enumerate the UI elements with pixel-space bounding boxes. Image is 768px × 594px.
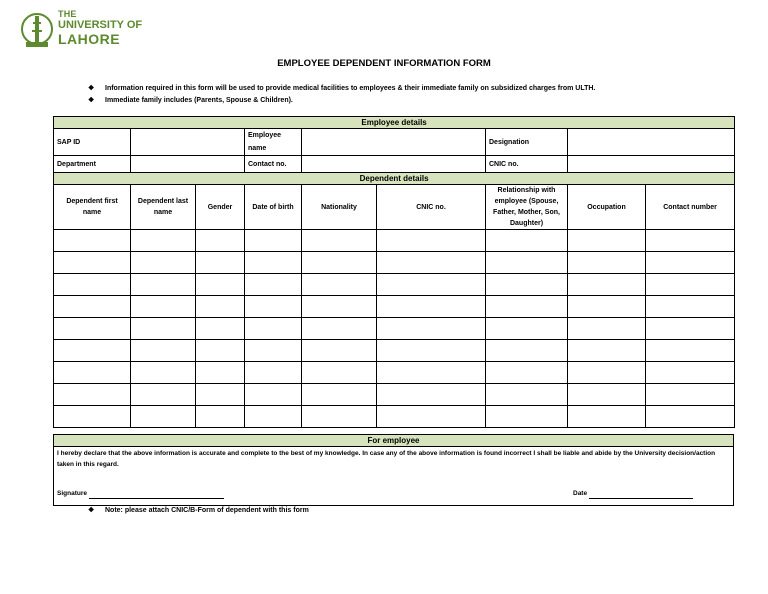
- dependent-row: [54, 274, 735, 296]
- dependent-cell[interactable]: [568, 362, 646, 384]
- dependent-cell[interactable]: [131, 318, 196, 340]
- dependent-cell[interactable]: [54, 318, 131, 340]
- dependent-cell[interactable]: [245, 384, 302, 406]
- dependent-cell[interactable]: [377, 406, 486, 428]
- dependent-cell[interactable]: [486, 384, 568, 406]
- cnic-no-label: CNIC no.: [486, 156, 568, 173]
- dependent-cell[interactable]: [646, 230, 735, 252]
- date-label: Date: [573, 490, 588, 497]
- dependent-cell[interactable]: [131, 340, 196, 362]
- dependent-cell[interactable]: [302, 384, 377, 406]
- dependent-cell[interactable]: [486, 340, 568, 362]
- minar-emblem-icon: [20, 10, 54, 52]
- col-header-last-name: Dependent last name: [131, 185, 196, 230]
- bullet-text: Immediate family includes (Parents, Spouse & Children).: [105, 97, 293, 104]
- dependent-cell[interactable]: [568, 252, 646, 274]
- dependent-cell[interactable]: [196, 252, 245, 274]
- sap-id-field[interactable]: [131, 129, 245, 156]
- employee-name-label: Employee name: [245, 129, 302, 156]
- date-row: [573, 488, 693, 499]
- col-header-occupation: Occupation: [568, 185, 646, 230]
- dependent-cell[interactable]: [377, 274, 486, 296]
- dependent-cell[interactable]: [245, 340, 302, 362]
- dependent-cell[interactable]: [568, 318, 646, 340]
- dependent-cell[interactable]: [646, 296, 735, 318]
- logo-line-2: UNIVERSITY OF: [58, 19, 143, 31]
- dependent-cell[interactable]: [302, 230, 377, 252]
- dependent-cell[interactable]: [131, 384, 196, 406]
- declaration-text: I hereby declare that the above information is accurate and complete to the best of my knowledge. In case any of the above information is found incorrect I shall be liable and abide by the University decision/action taken in this regard.: [57, 450, 716, 468]
- dependent-cell[interactable]: [245, 252, 302, 274]
- dependent-cell[interactable]: [54, 406, 131, 428]
- dependent-cell[interactable]: [377, 318, 486, 340]
- dependent-row: [54, 340, 735, 362]
- dependent-cell[interactable]: [131, 406, 196, 428]
- dependent-cell[interactable]: [568, 274, 646, 296]
- dependent-cell[interactable]: [646, 252, 735, 274]
- bullet-text: Information required in this form will be used to provide medical facilities to employees & their immediate family on subsidized charges from ULTH.: [105, 85, 596, 92]
- dependent-cell[interactable]: [646, 406, 735, 428]
- attachment-note: [88, 506, 309, 514]
- dependent-cell[interactable]: [646, 340, 735, 362]
- bullet-item: [88, 83, 595, 95]
- bullet-icon: ❖: [88, 507, 95, 514]
- dependent-cell[interactable]: [568, 406, 646, 428]
- dependent-cell[interactable]: [377, 230, 486, 252]
- designation-label: Designation: [486, 129, 568, 156]
- employee-dependent-table: [53, 116, 735, 428]
- info-bullets: [88, 83, 595, 107]
- dependent-cell[interactable]: [196, 362, 245, 384]
- cnic-no-field[interactable]: [568, 156, 735, 173]
- dependent-cell[interactable]: [568, 230, 646, 252]
- dependent-cell[interactable]: [302, 296, 377, 318]
- dependent-row: [54, 318, 735, 340]
- dependent-cell[interactable]: [302, 406, 377, 428]
- signature-row: [57, 488, 224, 499]
- dependent-cell[interactable]: [486, 362, 568, 384]
- dependent-cell[interactable]: [54, 340, 131, 362]
- dependent-row: [54, 384, 735, 406]
- for-employee-table: [53, 434, 734, 506]
- col-header-contact-number: Contact number: [646, 185, 735, 230]
- signature-line[interactable]: [89, 492, 224, 499]
- dependent-cell[interactable]: [486, 252, 568, 274]
- university-logo: [20, 10, 170, 54]
- dependent-cell[interactable]: [302, 362, 377, 384]
- dependent-cell[interactable]: [245, 362, 302, 384]
- dependent-cell[interactable]: [196, 296, 245, 318]
- logo-line-3: LAHORE: [58, 31, 121, 47]
- col-header-gender: Gender: [196, 185, 245, 230]
- dependent-cell[interactable]: [302, 252, 377, 274]
- dependent-column-headers: [54, 185, 735, 230]
- department-label: Department: [54, 156, 131, 173]
- dependent-cell[interactable]: [245, 230, 302, 252]
- dependent-cell[interactable]: [245, 406, 302, 428]
- dependent-cell[interactable]: [377, 340, 486, 362]
- declaration-cell: [54, 447, 734, 506]
- dependent-cell[interactable]: [131, 252, 196, 274]
- employee-name-field[interactable]: [302, 129, 486, 156]
- dependent-cell[interactable]: [54, 296, 131, 318]
- col-header-nationality: Nationality: [302, 185, 377, 230]
- dependent-row: [54, 230, 735, 252]
- col-header-date-of-birth: Date of birth: [245, 185, 302, 230]
- dependent-cell[interactable]: [377, 296, 486, 318]
- dependent-cell[interactable]: [486, 230, 568, 252]
- dependent-cell[interactable]: [54, 362, 131, 384]
- for-employee-header: For employee: [54, 435, 734, 447]
- dependent-cell[interactable]: [131, 296, 196, 318]
- dependent-cell[interactable]: [196, 318, 245, 340]
- dependent-cell[interactable]: [568, 340, 646, 362]
- note-text: Note: please attach CNIC/B-Form of dependent with this form: [105, 507, 309, 514]
- bullet-icon: ❖: [88, 85, 95, 92]
- dependent-cell[interactable]: [196, 230, 245, 252]
- dependent-cell[interactable]: [377, 362, 486, 384]
- dependent-cell[interactable]: [646, 384, 735, 406]
- dependent-cell[interactable]: [54, 252, 131, 274]
- dependent-details-header: Dependent details: [54, 173, 735, 185]
- dependent-cell[interactable]: [568, 296, 646, 318]
- dependent-cell[interactable]: [245, 318, 302, 340]
- bullet-item: [88, 95, 595, 107]
- form-title: EMPLOYEE DEPENDENT INFORMATION FORM: [277, 58, 491, 69]
- dependent-cell[interactable]: [302, 274, 377, 296]
- dependent-cell[interactable]: [54, 274, 131, 296]
- sap-id-label: SAP ID: [54, 129, 131, 156]
- dependent-cell[interactable]: [646, 274, 735, 296]
- date-line[interactable]: [589, 492, 693, 499]
- dependent-cell[interactable]: [646, 362, 735, 384]
- dependent-row: [54, 252, 735, 274]
- dependent-cell[interactable]: [486, 318, 568, 340]
- dependent-cell[interactable]: [245, 274, 302, 296]
- dependent-cell[interactable]: [196, 384, 245, 406]
- col-header-cnic: CNIC no.: [377, 185, 486, 230]
- logo-line-1: THE: [58, 9, 77, 19]
- dependent-cell[interactable]: [196, 406, 245, 428]
- dependent-cell[interactable]: [196, 340, 245, 362]
- dependent-cell[interactable]: [377, 252, 486, 274]
- dependent-cell[interactable]: [54, 230, 131, 252]
- dependent-cell[interactable]: [568, 384, 646, 406]
- employee-details-header: Employee details: [54, 117, 735, 129]
- dependent-cell[interactable]: [131, 362, 196, 384]
- dependent-cell[interactable]: [131, 230, 196, 252]
- dependent-row: [54, 296, 735, 318]
- dependent-row: [54, 406, 735, 428]
- dependent-cell[interactable]: [377, 384, 486, 406]
- dependent-row: [54, 362, 735, 384]
- department-field[interactable]: [131, 156, 245, 173]
- dependent-cell[interactable]: [196, 274, 245, 296]
- dependent-cell[interactable]: [486, 406, 568, 428]
- dependent-cell[interactable]: [486, 296, 568, 318]
- bullet-icon: ❖: [88, 97, 95, 104]
- dependent-cell[interactable]: [54, 384, 131, 406]
- contact-no-field[interactable]: [302, 156, 486, 173]
- col-header-relationship: Relationship with employee (Spouse, Father, Mother, Son, Daughter): [486, 185, 568, 230]
- dependent-cell[interactable]: [245, 296, 302, 318]
- dependent-cell[interactable]: [131, 274, 196, 296]
- designation-field[interactable]: [568, 129, 735, 156]
- dependent-cell[interactable]: [646, 318, 735, 340]
- dependent-cell[interactable]: [302, 318, 377, 340]
- dependent-cell[interactable]: [486, 274, 568, 296]
- dependent-cell[interactable]: [302, 340, 377, 362]
- contact-no-label: Contact no.: [245, 156, 302, 173]
- signature-label: Signature: [57, 490, 87, 497]
- col-header-first-name: Dependent first name: [54, 185, 131, 230]
